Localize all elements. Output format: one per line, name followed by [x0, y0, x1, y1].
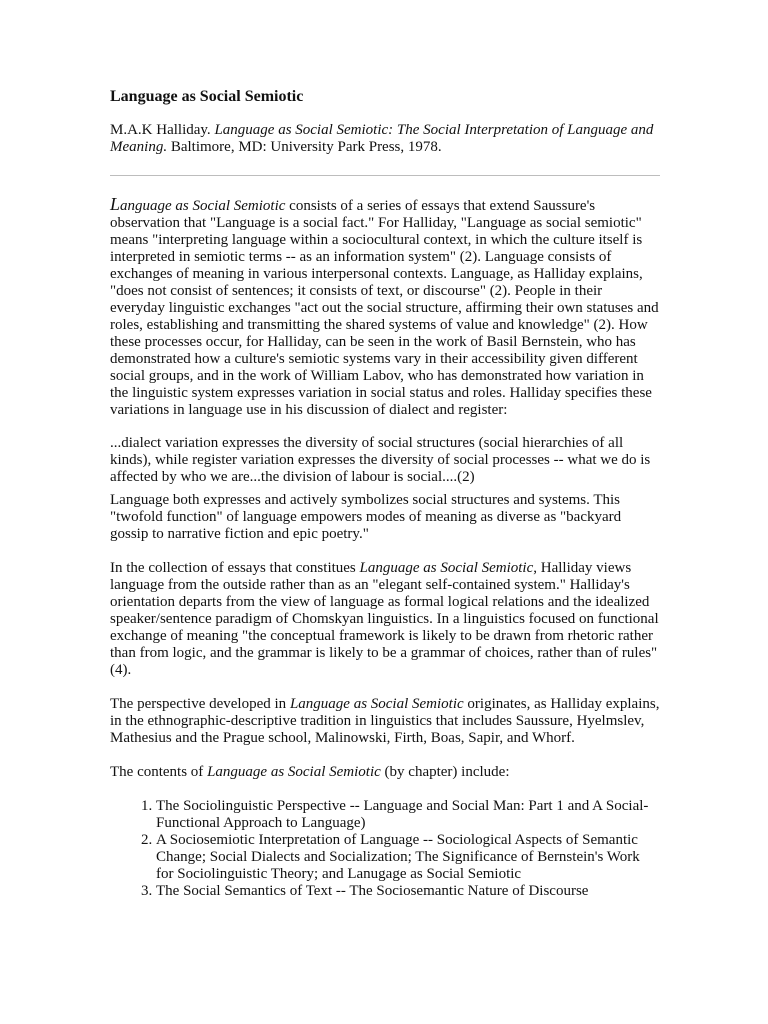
collection-text-after: , Halliday views language from the outside rather than as an "elegant self-contained system." Halliday's orientation departs from the view of language as formal logical relations and the idealized speaker/sentence paradigm of Chomskyan linguistics. In a linguistics focused on functional exchange of meaning "the conceptual framework is likely to be drawn from rhetoric rather than from logic, and the grammar is likely to be a grammar of choices, rather than of rules" (4). [110, 560, 659, 678]
collection-text-before: In the collection of essays that constitues [110, 560, 360, 576]
dropcap: L [110, 194, 121, 214]
perspective-italic-title: Language as Social Semiotic [289, 696, 464, 712]
list-item: 3. The Social Semantics of Text -- The Sociosemantic Nature of Discourse [156, 883, 660, 900]
citation-author: M.A.K Halliday. [110, 122, 215, 138]
contents-text-after: (by chapter) include: [380, 764, 510, 780]
collection-italic-title: Language as Social Semiotic [359, 560, 534, 576]
page-title: Language as Social Semiotic [110, 88, 304, 105]
contents-text-before: The contents of [110, 764, 208, 780]
perspective-text-after: originates, as Halliday explains, in the ethnographic-descriptive tradition in linguistics that includes Saussure, Hyelmslev, Mathesius and the Prague school, Malinowski, Firth, Boas, Sapir, and Whorf. [110, 696, 660, 746]
paragraph-contents [110, 764, 660, 781]
contents-italic-title: Language as Social Semiotic [207, 764, 381, 780]
paragraph-perspective [110, 696, 660, 747]
citation [110, 122, 660, 156]
divider [110, 175, 660, 176]
paragraph-twofold-function: Language both expresses and actively symbolizes social structures and systems. This "twofold function" of language empowers modes of meaning as diverse as "backyard gossip to narrative fiction and epic poetry." [110, 492, 622, 542]
paragraph-intro [110, 196, 660, 419]
list-item: 2. A Sociosemiotic Interpretation of Language -- Sociological Aspects of Semantic Change; Social Dialects and Socialization; The Significance of Bernstein's Work for Sociolinguistic Theory; and Lanugage as Social Semiotic [156, 832, 660, 883]
contents-list [110, 798, 660, 900]
citation-book-title: Language as Social Semiotic: The Social Interpretation of Language and Meaning. [110, 122, 654, 155]
block-quote: ...dialect variation expresses the diversity of social structures (social hierarchies of all kinds), while register variation expresses the diversity of social processes -- what we do is affected by who we are...the division of labour is social....(2) [110, 435, 651, 485]
document-page [110, 88, 660, 900]
citation-publisher: Baltimore, MD: University Park Press, 1978. [167, 139, 442, 155]
perspective-text-before: The perspective developed in [110, 696, 290, 712]
intro-italic-title: anguage as Social Semiotic [120, 198, 286, 214]
paragraph-collection [110, 560, 660, 679]
intro-text: consists of a series of essays that extend Saussure's observation that "Language is a social fact." For Halliday, "Language as social semiotic" means "interpreting language within a sociocultural context, in which the culture itself is interpreted in semiotic terms -- as an information system" (2). Language consists of exchanges of meaning in various interpersonal contexts. Language, as Halliday explains, "does not consist of sentences; it consists of text, or discourse" (2). People in their everyday linguistic exchanges "act out the social structure, affirming their own statuses and roles, establishing and transmitting the shared systems of value and knowledge" (2). How these processes occur, for Halliday, can be seen in the work of Basil Bernstein, who has demonstrated how a culture's semiotic systems vary in their accessibility given different social groups, and in the work of William Labov, who has demonstrated how variation in the linguistic system expresses variation in social status and roles. Halliday specifies these variations in language use in his discussion of dialect and register: [110, 198, 659, 418]
list-item: 1. The Sociolinguistic Perspective -- Language and Social Man: Part 1 and A Social-Functional Approach to Language) [156, 798, 660, 832]
